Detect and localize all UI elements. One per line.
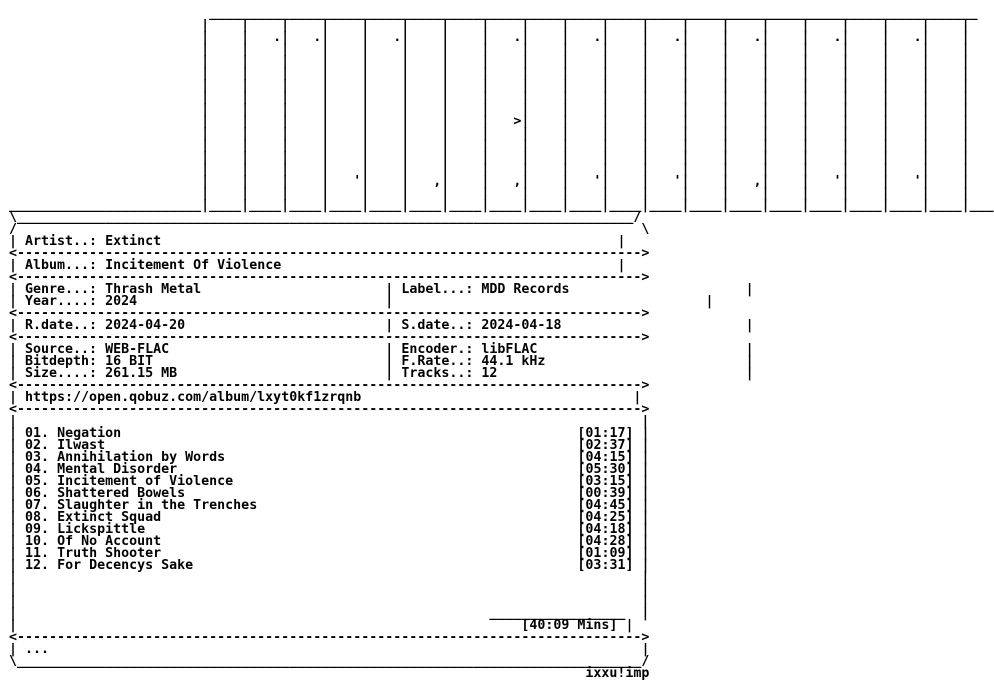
track-duration: [05:30] [577,462,634,477]
divider: \______________________________________________________________________________/ [9,654,650,669]
track-number: 12. [25,558,50,573]
genre-label: Genre...: [25,282,98,297]
frate-label: F.Rate..: [401,354,474,369]
empty-row: | | [9,594,650,609]
track-duration: [01:17] [577,426,634,441]
track-title: Ilwast [57,438,106,453]
track-title: For Decencys Sake [57,558,194,573]
empty-row: | | [9,570,650,585]
divider: <------------------------------------------------------------------------------> [9,630,650,645]
sdate-label: S.date..: [401,318,474,333]
artist-row: | Artist..: Extinct | [9,234,626,249]
track-number: 09. [25,522,50,537]
album-label: Album...: [25,258,98,273]
track-row: | 04. Mental Disorder [05:30] | [9,462,650,477]
signature: ixxu!imp [585,666,650,681]
signature-row [9,666,649,681]
divider: <------------------------------------------------------------------------------> [9,270,650,285]
logo-art-line: | | | | | | | | | | | | | | | | | | | | [9,90,970,105]
empty-row: | | [9,582,650,597]
logo-art-line: | | | | | | | | | | | | | | | | | | | | [9,18,970,33]
rdate-label: R.date..: [25,318,98,333]
track-row: | 05. Incitement of Violence [03:15] | [9,474,650,489]
logo-art-line: | | | | | | | | | | | | | | | | | | | | [9,186,970,201]
album-value: Incitement Of Violence [105,258,282,273]
source-value: WEB-FLAC [105,342,170,357]
track-title: Lickspittle [57,522,146,537]
track-title: Mental Disorder [57,462,178,477]
track-number: 08. [25,510,50,525]
tracklist [9,426,650,573]
logo-art-line: ________________________________________________________________________________________________ [9,6,978,21]
logo-art-line: | | | | '| | ,| | ,| | '| | '| | ,| | '| | '| | [9,174,970,189]
logo-art-line: | | | | | | | | | | | | | | | | | | | | [9,150,970,165]
track-number: 01. [25,426,50,441]
sdate-value: 2024-04-18 [481,318,562,333]
divider: <------------------------------------------------------------------------------> [9,402,650,417]
divider: / \ [9,222,650,237]
logo-art-line: | | | | | | | | | | | | | | | | | | | | [9,66,970,81]
logo-art-line: | | | | | | | | | | | | | | | | | | | | [9,102,970,117]
total-underline-row: | _________________ | [9,606,650,621]
logo-art-line: | | | | | | | | | | | | | | | | | | | | [9,54,970,69]
track-row: | 07. Slaughter in the Trenches [04:45] | [9,498,650,513]
track-row: | 10. Of No Account [04:28] | [9,534,650,549]
source-row: | Source..: WEB-FLAC | Encoder.: libFLAC | [9,342,754,357]
source-label: Source..: [25,342,98,357]
logo-art-line: | | | | | | | | | | | | | | | | | | | | [9,78,970,93]
total-duration: [40:09 Mins] [521,618,618,633]
track-row: | 11. Truth Shooter [01:09] | [9,546,650,561]
logo-art-line: | | | | | | | | | | | | | | | | | | | | [9,42,970,57]
track-number: 03. [25,450,50,465]
track-title: Shattered Bowels [57,486,186,501]
logo-art-line: | | | | | | | | >| | | | | | | | | | | | [9,114,970,129]
track-row: | 12. For Decencys Sake [03:31] | [9,558,650,573]
logo-art-line: | | | | | | | | | | | | | | | | | | | | [9,162,970,177]
track-row: | 08. Extinct Squad [04:25] | [9,510,650,525]
year-row: | Year....: 2024 | | [9,294,714,309]
bitdepth-value: 16 BIT [105,354,154,369]
track-number: 10. [25,534,50,549]
record-label-value: MDD Records [481,282,570,297]
artist-label: Artist..: [25,234,98,249]
logo-art [9,6,994,213]
track-title: Slaughter in the Trenches [57,498,258,513]
frate-value: 44.1 kHz [481,354,546,369]
encoder-label: Encoder.: [401,342,474,357]
encoder-value: libFLAC [481,342,538,357]
track-row: | 02. Ilwast [02:37] | [9,438,650,453]
track-duration: [01:09] [577,546,634,561]
logo-art-line: ________________________|____|____|____|____|____|____|____|____|____|____|____|____|____|____|____|____|____|____|____|___ [9,198,994,213]
tracks-label: Tracks..: [401,366,474,381]
track-duration: [04:28] [577,534,634,549]
track-number: 04. [25,462,50,477]
record-label-label: Label...: [401,282,474,297]
rdate-value: 2024-04-20 [105,318,186,333]
track-number: 02. [25,438,50,453]
track-number: 05. [25,474,50,489]
track-title: Annihilation by Words [57,450,226,465]
logo-art-line: | | | | | | | | | | | | | | | | | | | | [9,126,970,141]
year-value: 2024 [105,294,138,309]
track-title: Truth Shooter [57,546,162,561]
divider: <------------------------------------------------------------------------------> [9,306,650,321]
track-duration: [04:18] [577,522,634,537]
divider: \_____________________________________________________________________________/ [9,210,642,225]
track-row: | 01. Negation [01:17] | [9,426,650,441]
genre-value: Thrash Metal [105,282,202,297]
empty-row: | | [9,414,650,429]
dates-row: | R.date..: 2024-04-20 | S.date..: 2024-04-18 | [9,318,754,333]
size-value: 261.15 MB [105,366,178,381]
track-title: Incitement of Violence [57,474,234,489]
nfo-document [9,8,994,680]
track-row: | 06. Shattered Bowels [00:39] | [9,486,650,501]
genre-label-row: | Genre...: Thrash Metal | Label...: MDD Records | [9,282,754,297]
track-duration: [04:45] [577,498,634,513]
track-title: Extinct Squad [57,510,162,525]
track-duration: [00:39] [577,486,634,501]
notes: ... [25,642,50,657]
track-duration: [04:15] [577,450,634,465]
bitdepth-row: | Bitdepth: 16 BIT | F.Rate..: 44.1 kHz | [9,354,754,369]
track-duration: [02:37] [577,438,634,453]
total-row: | [40:09 Mins] | [9,618,634,633]
album-url-link[interactable]: https://open.qobuz.com/album/lxyt0kf1zrqnb [25,390,362,405]
year-label: Year....: [25,294,98,309]
track-number: 06. [25,486,50,501]
divider: <------------------------------------------------------------------------------> [9,330,650,345]
album-row: | Album...: Incitement Of Violence | [9,258,626,273]
url-row: | https://open.qobuz.com/album/lxyt0kf1zrqnb | [9,390,642,405]
logo-art-line: | | .| .| | .| | | .| | .| | .| | .| | .| | .| | [9,30,970,45]
size-row: | Size....: 261.15 MB | Tracks..: 12 | [9,366,754,381]
track-duration: [04:25] [577,510,634,525]
logo-art-line: | | | | | | | | | | | | | | | | | | | | [9,138,970,153]
divider: <------------------------------------------------------------------------------> [9,378,650,393]
track-number: 11. [25,546,50,561]
track-row: | 03. Annihilation by Words [04:15] | [9,450,650,465]
size-label: Size....: [25,366,98,381]
divider: <------------------------------------------------------------------------------> [9,246,650,261]
track-title: Negation [57,426,122,441]
notes-row: | ... | [9,642,650,657]
tracks-value: 12 [481,366,498,381]
artist-value: Extinct [105,234,162,249]
bitdepth-label: Bitdepth: [25,354,98,369]
track-number: 07. [25,498,50,513]
track-duration: [03:31] [577,558,634,573]
track-title: Of No Account [57,534,162,549]
track-duration: [03:15] [577,474,634,489]
track-row: | 09. Lickspittle [04:18] | [9,522,650,537]
